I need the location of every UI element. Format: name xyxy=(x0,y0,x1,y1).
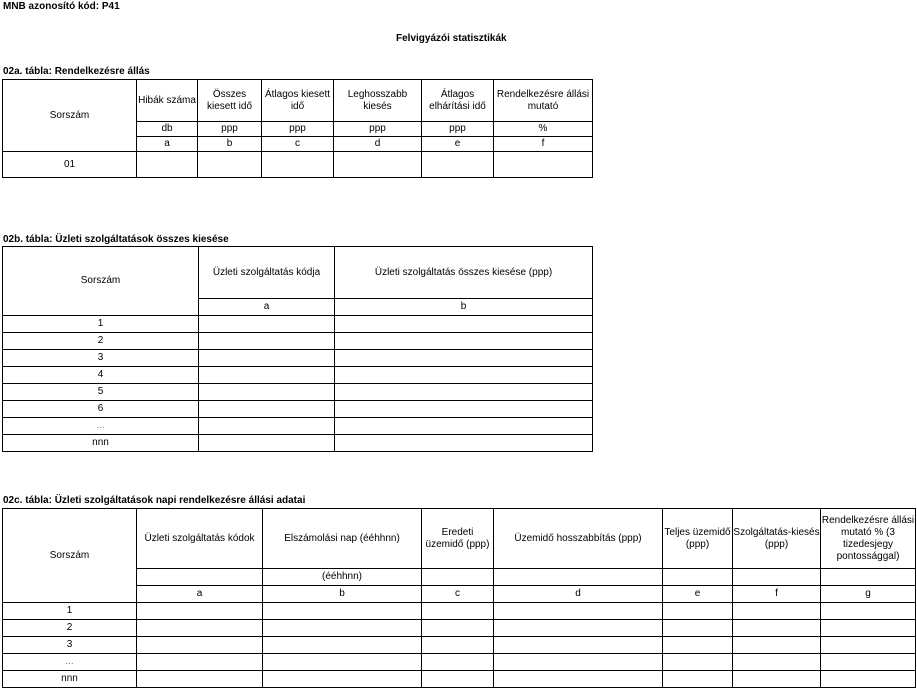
table-row xyxy=(3,350,593,367)
data-cell[interactable] xyxy=(199,384,335,401)
row-number: nnn xyxy=(3,671,137,688)
unit-cell: ppp xyxy=(422,122,494,137)
table-row xyxy=(3,620,916,637)
unit-cell xyxy=(494,569,663,586)
row-number: 1 xyxy=(3,603,137,620)
data-cell[interactable] xyxy=(199,418,335,435)
unit-cell xyxy=(663,569,733,586)
column-letter: b xyxy=(198,137,262,152)
column-header: Szolgáltatás-kiesés (ppp) xyxy=(733,509,821,569)
data-cell[interactable] xyxy=(199,316,335,333)
table-02c-title: 02c. tábla: Üzleti szolgáltatások napi rendelkezésre állási adatai xyxy=(3,495,306,506)
column-header: Rendelkezésre állási mutató % (3 tizedesjegy pontossággal) xyxy=(821,509,916,569)
data-cell[interactable] xyxy=(199,333,335,350)
unit-cell: ppp xyxy=(334,122,422,137)
data-cell[interactable] xyxy=(335,333,593,350)
data-cell[interactable] xyxy=(262,152,334,178)
column-header: Átlagos elhárítási idő xyxy=(422,80,494,122)
data-cell[interactable] xyxy=(663,603,733,620)
data-cell[interactable] xyxy=(494,671,663,688)
table-02a-title: 02a. tábla: Rendelkezésre állás xyxy=(3,66,150,77)
column-header: Összes kiesett idő xyxy=(198,80,262,122)
data-cell[interactable] xyxy=(335,418,593,435)
column-letter: b xyxy=(335,299,593,316)
row-number: 01 xyxy=(3,152,137,178)
column-header: Leghosszabb kiesés xyxy=(334,80,422,122)
data-cell[interactable] xyxy=(335,435,593,452)
column-letter: d xyxy=(494,586,663,603)
data-cell[interactable] xyxy=(199,367,335,384)
row-number: 1 xyxy=(3,316,199,333)
data-cell[interactable] xyxy=(263,654,422,671)
row-number: 6 xyxy=(3,401,199,418)
table-row xyxy=(3,654,916,671)
sorszam-header: Sorszám xyxy=(3,509,137,603)
row-number: 2 xyxy=(3,333,199,350)
data-cell[interactable] xyxy=(494,637,663,654)
data-cell[interactable] xyxy=(733,671,821,688)
table-02a xyxy=(2,79,593,178)
column-letter: a xyxy=(199,299,335,316)
table-row xyxy=(3,316,593,333)
column-letter: d xyxy=(334,137,422,152)
data-cell[interactable] xyxy=(663,671,733,688)
data-cell[interactable] xyxy=(663,637,733,654)
column-header: Rendelkezésre állási mutató xyxy=(494,80,593,122)
data-cell[interactable] xyxy=(137,620,263,637)
data-cell[interactable] xyxy=(137,654,263,671)
row-number: 3 xyxy=(3,350,199,367)
table-row xyxy=(3,367,593,384)
data-cell[interactable] xyxy=(422,620,494,637)
column-letter: e xyxy=(663,586,733,603)
column-header: Teljes üzemidő (ppp) xyxy=(663,509,733,569)
data-cell[interactable] xyxy=(733,637,821,654)
data-cell[interactable] xyxy=(199,350,335,367)
data-cell[interactable] xyxy=(198,152,262,178)
column-header: Elszámolási nap (ééhhnn) xyxy=(263,509,422,569)
data-cell[interactable] xyxy=(263,620,422,637)
column-header: Eredeti üzemidő (ppp) xyxy=(422,509,494,569)
sorszam-header: Sorszám xyxy=(3,80,137,152)
data-cell[interactable] xyxy=(199,435,335,452)
column-header: Üzemidő hosszabbítás (ppp) xyxy=(494,509,663,569)
data-cell[interactable] xyxy=(263,603,422,620)
data-cell[interactable] xyxy=(137,603,263,620)
data-cell[interactable] xyxy=(137,671,263,688)
data-cell[interactable] xyxy=(494,603,663,620)
page-title: Felvigyázói statisztikák xyxy=(396,33,507,44)
table-row xyxy=(3,384,593,401)
data-cell[interactable] xyxy=(199,401,335,418)
data-cell[interactable] xyxy=(733,603,821,620)
unit-cell: (ééhhnn) xyxy=(263,569,422,586)
table-row xyxy=(3,603,916,620)
data-cell[interactable] xyxy=(263,671,422,688)
table-row xyxy=(3,401,593,418)
data-cell[interactable] xyxy=(494,152,593,178)
data-cell[interactable] xyxy=(422,671,494,688)
column-header: Átlagos kiesett idő xyxy=(262,80,334,122)
table-row xyxy=(3,418,593,435)
unit-cell: % xyxy=(494,122,593,137)
data-cell[interactable] xyxy=(663,654,733,671)
data-cell[interactable] xyxy=(137,152,198,178)
column-letter: f xyxy=(494,137,593,152)
data-cell[interactable] xyxy=(821,654,916,671)
table-02b xyxy=(2,246,593,452)
column-letter: f xyxy=(733,586,821,603)
unit-cell: ppp xyxy=(198,122,262,137)
column-letter: c xyxy=(422,586,494,603)
sorszam-header: Sorszám xyxy=(3,247,199,316)
column-header: Üzleti szolgáltatás kódok xyxy=(137,509,263,569)
row-number: 4 xyxy=(3,367,199,384)
data-cell[interactable] xyxy=(422,152,494,178)
data-cell[interactable] xyxy=(821,620,916,637)
data-cell[interactable] xyxy=(821,603,916,620)
row-number: 2 xyxy=(3,620,137,637)
data-cell[interactable] xyxy=(335,367,593,384)
column-letter: a xyxy=(137,137,198,152)
unit-cell xyxy=(733,569,821,586)
column-letter: e xyxy=(422,137,494,152)
table-row xyxy=(3,671,916,688)
table-row xyxy=(3,435,593,452)
row-number: 5 xyxy=(3,384,199,401)
data-cell[interactable] xyxy=(335,384,593,401)
unit-cell xyxy=(137,569,263,586)
column-letter: a xyxy=(137,586,263,603)
data-cell[interactable] xyxy=(422,637,494,654)
column-header: Hibák száma xyxy=(137,80,198,122)
row-number: nnn xyxy=(3,435,199,452)
data-cell[interactable] xyxy=(494,620,663,637)
column-letter: g xyxy=(821,586,916,603)
table-02c xyxy=(2,508,916,688)
data-cell[interactable] xyxy=(494,654,663,671)
row-number: 3 xyxy=(3,637,137,654)
unit-cell: ppp xyxy=(262,122,334,137)
column-letter: c xyxy=(262,137,334,152)
data-cell[interactable] xyxy=(335,401,593,418)
column-header: Üzleti szolgáltatás kódja xyxy=(199,247,335,299)
unit-cell: db xyxy=(137,122,198,137)
unit-cell xyxy=(821,569,916,586)
table-row xyxy=(3,637,916,654)
data-cell[interactable] xyxy=(422,654,494,671)
table-row xyxy=(3,333,593,350)
data-cell[interactable] xyxy=(733,654,821,671)
data-cell[interactable] xyxy=(263,637,422,654)
data-cell[interactable] xyxy=(821,637,916,654)
data-cell[interactable] xyxy=(422,603,494,620)
column-letter: b xyxy=(263,586,422,603)
form-id-header: MNB azonosító kód: P41 xyxy=(3,1,120,12)
data-cell[interactable] xyxy=(663,620,733,637)
unit-cell xyxy=(422,569,494,586)
row-number: ... xyxy=(3,418,199,435)
data-cell[interactable] xyxy=(733,620,821,637)
row-number: ... xyxy=(3,654,137,671)
column-header: Üzleti szolgáltatás összes kiesése (ppp) xyxy=(335,247,593,299)
data-cell[interactable] xyxy=(821,671,916,688)
data-cell[interactable] xyxy=(335,350,593,367)
data-cell[interactable] xyxy=(334,152,422,178)
data-cell[interactable] xyxy=(335,316,593,333)
data-cell[interactable] xyxy=(137,637,263,654)
table-02b-title: 02b. tábla: Üzleti szolgáltatások összes kiesése xyxy=(3,234,229,245)
